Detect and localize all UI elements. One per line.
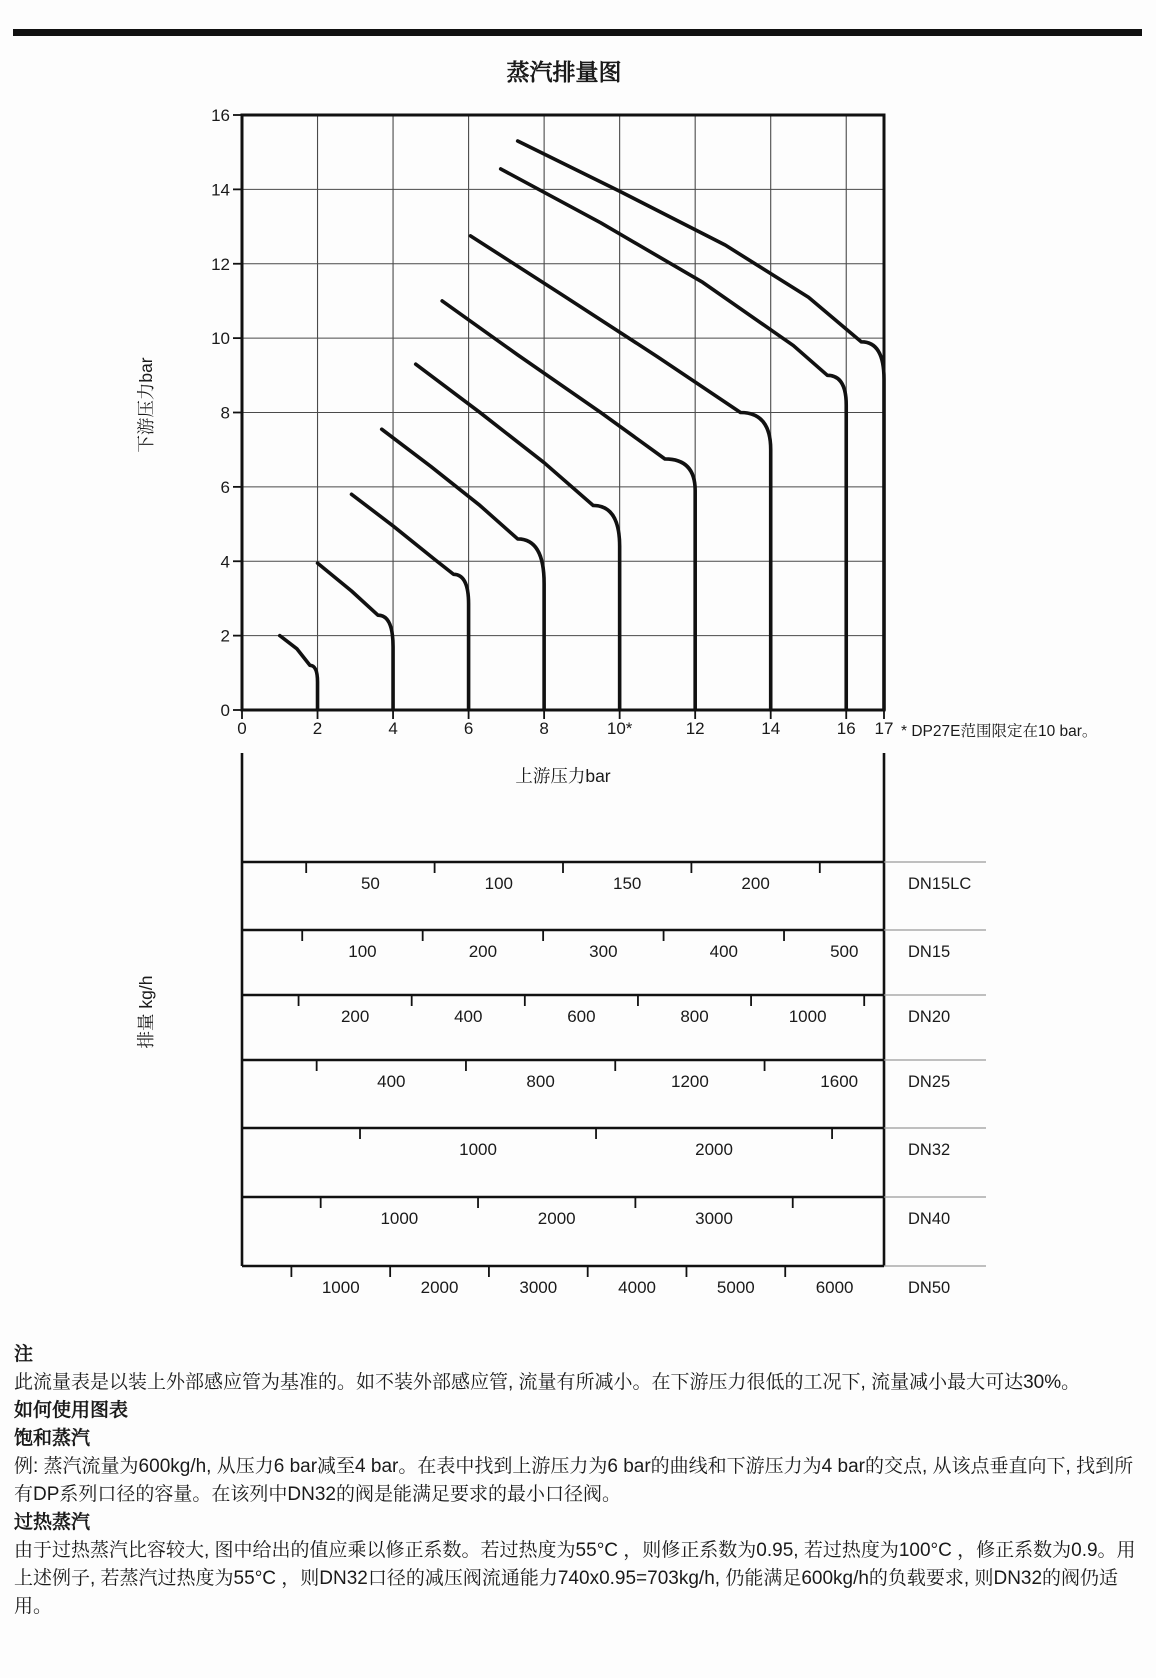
y-tick-label: 12 (211, 254, 230, 274)
x-tick-label: 10* (606, 719, 633, 738)
dn-size-label: DN20 (908, 1008, 951, 1026)
scale-label: 200 (340, 1007, 370, 1026)
y-tick-label: 6 (220, 477, 230, 497)
superheated-body: 由于过热蒸汽比容较大, 图中给出的值应乘以修正系数。若过热度为55°C ，则修正系数为0.95, 若过热度为100°C ，修正系数为0.9。用上述例子, 若蒸汽过热度为55°C ，则DN32口径的减压阀流通能力740x0.95=703kg/h, 仍能满足600kg/h的负载要求, 则DN32的阀仍适用。 (14, 1540, 1136, 1617)
x-tick-label: 14 (761, 719, 781, 738)
scale-label: 1000 (380, 1209, 419, 1228)
note-heading: 注 (14, 1344, 34, 1365)
notes-section (14, 1341, 1144, 1621)
scale-label: 600 (567, 1007, 596, 1026)
x-tick-label: 8 (539, 719, 549, 738)
dn-size-label: DN40 (908, 1210, 951, 1228)
scale-label: 400 (454, 1007, 483, 1026)
saturated-heading: 饱和蒸汽 (14, 1428, 91, 1449)
y-tick-label: 14 (211, 180, 230, 200)
scale-label: 3000 (695, 1209, 733, 1228)
dn-size-label: DN25 (908, 1073, 951, 1091)
capacity-curve-upstream-17-bar (518, 141, 884, 710)
dn-size-label: DN15LC (908, 875, 972, 893)
capacity-curve-upstream-8-bar (382, 429, 544, 710)
top-rule (13, 29, 1142, 36)
scale-label: 200 (741, 874, 770, 893)
scale-label: 100 (484, 874, 513, 893)
scale-label: 2000 (537, 1209, 576, 1228)
scale-label: 800 (680, 1007, 709, 1026)
scale-label: 50 (360, 874, 380, 893)
scale-label: 400 (377, 1072, 406, 1091)
y-tick-label: 4 (220, 552, 230, 572)
chart-title: 蒸汽排量图 (506, 59, 622, 85)
scale-label: 1000 (459, 1140, 497, 1159)
scale-label: 1000 (788, 1007, 827, 1026)
scale-label: 5000 (716, 1278, 755, 1297)
capacity-curve-upstream-2-bar (280, 636, 318, 710)
chart-footnote: * DP27E范围限定在10 bar。 (901, 723, 1098, 740)
x-tick-label: 16 (836, 719, 856, 738)
dn-size-label: DN32 (908, 1141, 951, 1159)
scale-label: 6000 (815, 1278, 854, 1297)
x-tick-label: 12 (685, 719, 705, 738)
dn-size-label: DN50 (908, 1279, 951, 1297)
scale-label: 200 (468, 942, 498, 961)
y-axis-title: 下游压力bar (136, 357, 156, 453)
scale-label: 400 (709, 942, 738, 961)
capacity-curve-upstream-6-bar (352, 494, 469, 710)
y-tick-label: 16 (211, 106, 230, 125)
scale-label: 1600 (820, 1072, 859, 1091)
table-y-axis-title: 排量 kg/h (136, 975, 156, 1049)
y-tick-label: 2 (220, 626, 230, 646)
scale-label: 2000 (420, 1278, 459, 1297)
x-tick-label: 17 (874, 719, 894, 738)
capacity-table (242, 753, 986, 1297)
scale-label: 2000 (695, 1140, 733, 1159)
scale-label: 100 (348, 942, 377, 961)
pressure-chart (211, 106, 893, 738)
saturated-body: 例: 蒸汽流量为600kg/h, 从压力6 bar减至4 bar。在表中找到上游压力为6 bar的曲线和下游压力为4 bar的交点, 从该点垂直向下, 找到所有DP系列口径的容量。在该列中DN32的阀是能满足要求的最小口径阀。 (14, 1456, 1134, 1505)
x-tick-label: 2 (312, 719, 323, 738)
x-tick-label: 0 (237, 719, 247, 738)
x-axis-title: 上游压力bar (515, 766, 611, 786)
scale-label: 3000 (519, 1278, 558, 1297)
dn-size-label: DN15 (908, 943, 951, 961)
superheated-heading: 过热蒸汽 (14, 1512, 91, 1533)
y-tick-label: 8 (220, 403, 230, 423)
scale-label: 500 (830, 942, 859, 961)
capacity-curve-upstream-4-bar (318, 563, 394, 710)
x-tick-label: 6 (463, 719, 474, 738)
x-tick-label: 4 (388, 719, 398, 738)
scale-label: 800 (526, 1072, 555, 1091)
capacity-curve-upstream-16-bar (501, 169, 847, 710)
y-tick-label: 10 (211, 329, 230, 349)
scale-label: 150 (613, 874, 642, 893)
note-body: 此流量表是以装上外部感应管为基准的。如不装外部感应管, 流量有所减小。在下游压力很低的工况下, 流量减小最大可达30%。 (14, 1372, 1081, 1393)
y-tick-label: 0 (220, 701, 230, 720)
scale-label: 300 (589, 942, 618, 961)
howto-heading: 如何使用图表 (14, 1400, 129, 1421)
scale-label: 1000 (321, 1278, 360, 1297)
scale-label: 1200 (670, 1072, 709, 1091)
scale-label: 4000 (618, 1278, 656, 1297)
